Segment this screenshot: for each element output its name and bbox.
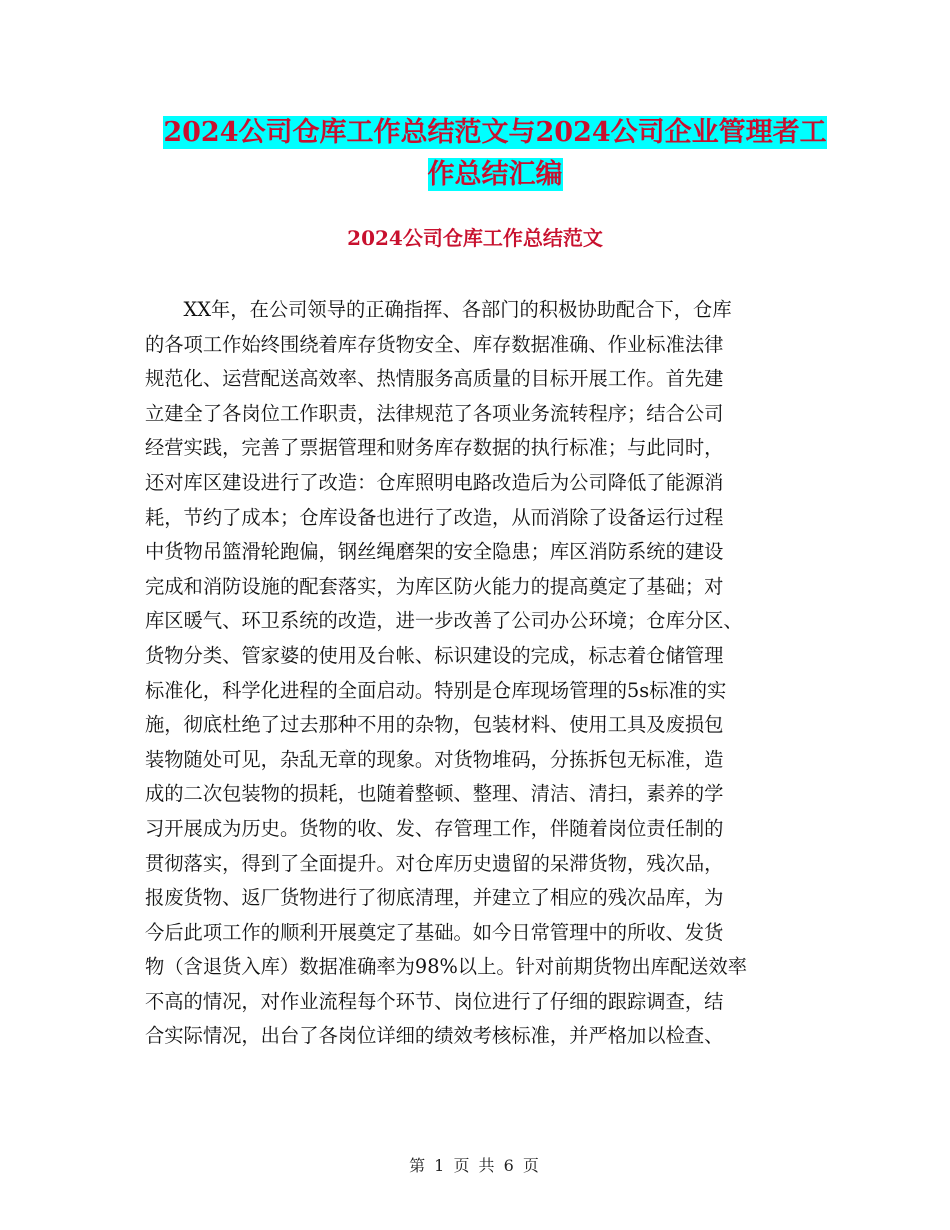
body-line: 库区暖气、环卫系统的改造，进一步改善了公司办公环境；仓库分区、 <box>145 609 743 633</box>
body-line: 货物分类、管家婆的使用及台帐、标识建设的完成，标志着仓储管理 <box>145 643 724 667</box>
title-line-1: 2024公司仓库工作总结范文与2024公司企业管理者工 <box>163 117 827 148</box>
document-title <box>145 112 845 196</box>
body-line: 经营实践，完善了票据管理和财务库存数据的执行标准；与此同时， <box>145 436 724 460</box>
body-line: 物（含退货入库）数据准确率为98%以上。针对前期货物出库配送效率 <box>145 955 748 979</box>
body-line: 立建全了各岗位工作职责，法律规范了各项业务流转程序；结合公司 <box>145 401 724 425</box>
body-line: 还对库区建设进行了改造：仓库照明电路改造后为公司降低了能源消 <box>145 470 724 494</box>
body-paragraph <box>145 293 810 1054</box>
body-line: 合实际情况，出台了各岗位详细的绩效考核标准，并严格加以检查、 <box>145 1024 724 1048</box>
body-line: 中货物吊篮滑轮跑偏，钢丝绳磨架的安全隐患；库区消防系统的建设 <box>145 540 724 564</box>
body-line: 习开展成为历史。货物的收、发、存管理工作，伴随着岗位责任制的 <box>145 816 724 840</box>
body-line: 标准化，科学化进程的全面启动。特别是仓库现场管理的5s标准的实 <box>145 678 727 702</box>
body-line: 的各项工作始终围绕着库存货物安全、库存数据准确、作业标准法律 <box>145 332 724 356</box>
body-line: 不高的情况，对作业流程每个环节、岗位进行了仔细的跟踪调查，结 <box>145 989 724 1013</box>
body-line: 完成和消防设施的配套落实，为库区防火能力的提高奠定了基础；对 <box>145 574 724 598</box>
body-line: 装物随处可见，杂乱无章的现象。对货物堆码，分拣拆包无标准，造 <box>145 747 724 771</box>
body-line: 规范化、运营配送高效率、热情服务高质量的目标开展工作。首先建 <box>145 367 724 391</box>
page-number: 第 1 页 共 6 页 <box>409 1156 541 1175</box>
body-line: 今后此项工作的顺利开展奠定了基础。如今日常管理中的所收、发货 <box>145 920 724 944</box>
body-line: 成的二次包装物的损耗，也随着整顿、整理、清洁、清扫，素养的学 <box>145 782 724 806</box>
body-line: XX年，在公司领导的正确指挥、各部门的积极协助配合下，仓库 <box>145 298 732 321</box>
body-line: 报废货物、返厂货物进行了彻底清理，并建立了相应的残次品库，为 <box>145 886 724 910</box>
body-line: 耗，节约了成本；仓库设备也进行了改造，从而消除了设备运行过程 <box>145 505 724 529</box>
body-line: 施，彻底杜绝了过去那种不用的杂物，包装材料、使用工具及废损包 <box>145 713 724 737</box>
section-heading: 2024公司仓库工作总结范文 <box>347 226 603 250</box>
title-line-2: 作总结汇编 <box>427 159 563 190</box>
body-line: 贯彻落实，得到了全面提升。对仓库历史遗留的呆滞货物，残次品， <box>145 851 724 875</box>
